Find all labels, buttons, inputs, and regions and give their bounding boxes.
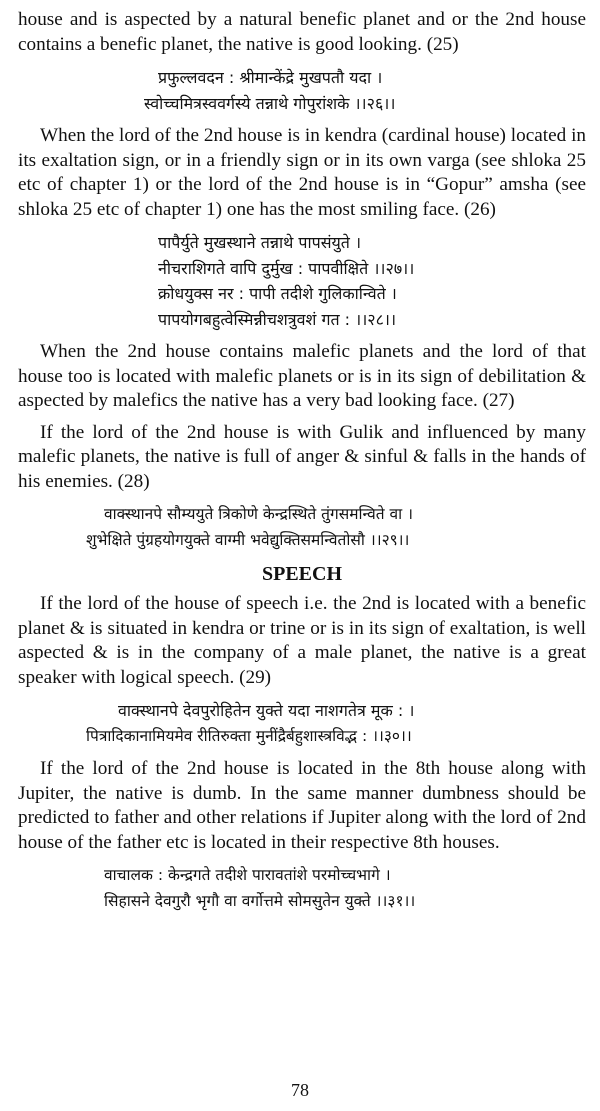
verse-line: वाचालक : केन्द्रगते तदीशे पारावतांशे परमोच्चभागे । — [104, 866, 391, 884]
verse-line: नीचराशिगते वापि दुर्मुख : पापवीक्षिते ।।२७।। — [158, 258, 415, 278]
verse-line: शुभेक्षिते पुंग्रहयोगयुक्ते वाग्मी भवेद्युक्तिसमन्वितोसौ ।।२९।। — [86, 530, 410, 549]
paragraph-30: If the lord of the 2nd house is located in the 8th house along with Jupiter, the native is dumb. In the same manner dumbness should be predicted to father and other relations if Jupiter along with the lord of 2nd house of the father etc is located in their respective 8th houses. — [18, 758, 586, 853]
verse-line: पित्रादिकानामियमेव रीतिरुक्ता मुनींद्रैर्बहुशास्त्रविद्भ : ।।३०।। — [86, 726, 412, 745]
verse-line: प्रफुल्लवदन : श्रीमान्केंद्रे मुखपतौ यदा । — [158, 68, 383, 87]
page-number: 78 — [291, 1080, 309, 1100]
paragraph-27: When the 2nd house contains malefic planets and the lord of that house too is located with malefic planets or is in its sign of debilitation & aspected by malefics the native has a very bad looking face. (27) — [18, 341, 586, 411]
verse-30 — [18, 698, 586, 749]
book-page — [18, 8, 586, 922]
paragraph-29: If the lord of the house of speech i.e. the 2nd is located with a benefic planet & is situated in kendra or trine or is in its sign of exaltation, is well aspected & is in the company of a male planet, the native is a great speaker with logical speech. (29) — [18, 593, 586, 688]
verse-line: सिहासने देवगुरौ भृगौ वा वर्गोत्तमे सोमसुतेन युक्ते ।।३१।। — [104, 891, 416, 910]
verse-line: स्वोच्चमित्रस्ववर्गस्ये तन्नाथे गोपुरांशके ।।२६।। — [144, 93, 396, 113]
verse-line: वाक्स्थानपे देवपुरोहितेन युक्ते यदा नाशगतेत्र मूक : । — [118, 701, 415, 720]
section-heading: SPEECH — [261, 563, 343, 585]
verse-26 — [18, 65, 586, 116]
verse-27-28 — [18, 230, 586, 332]
verse-line: पापयोगबहुत्वेस्मिन्नीचशत्रुवशं गत : ।।२८।। — [158, 309, 397, 329]
paragraph-26: When the lord of the 2nd house is in kendra (cardinal house) located in its exaltation sign, or in a friendly sign or in its own varga (see shloka 25 etc of chapter 1) or the lord of the 2nd house is in “Gopur” amsha (see shloka 25 etc of chapter 1) one has the most smiling face. (26) — [18, 125, 586, 220]
verse-line: पापैर्युते मुखस्थाने तन्नाथे पापसंयुते । — [158, 233, 362, 252]
paragraph-28: If the lord of the 2nd house is with Gulik and influenced by many malefic planets, the native is full of anger & sinful & falls in the hands of his enemies. (28) — [18, 421, 586, 492]
verse-line: क्रोधयुक्स नर : पापी तदीशे गुलिकान्विते । — [158, 284, 397, 303]
paragraph-25: house and is aspected by a natural benefic planet and or the 2nd house contains a benefic planet, the native is good looking. (25) — [18, 9, 586, 55]
verse-line: वाक्स्थानपे सौम्ययुते त्रिकोणे केन्द्रस्थिते तुंगसमन्विते वा । — [104, 505, 413, 523]
verse-31 — [18, 863, 586, 914]
verse-29 — [18, 502, 586, 553]
